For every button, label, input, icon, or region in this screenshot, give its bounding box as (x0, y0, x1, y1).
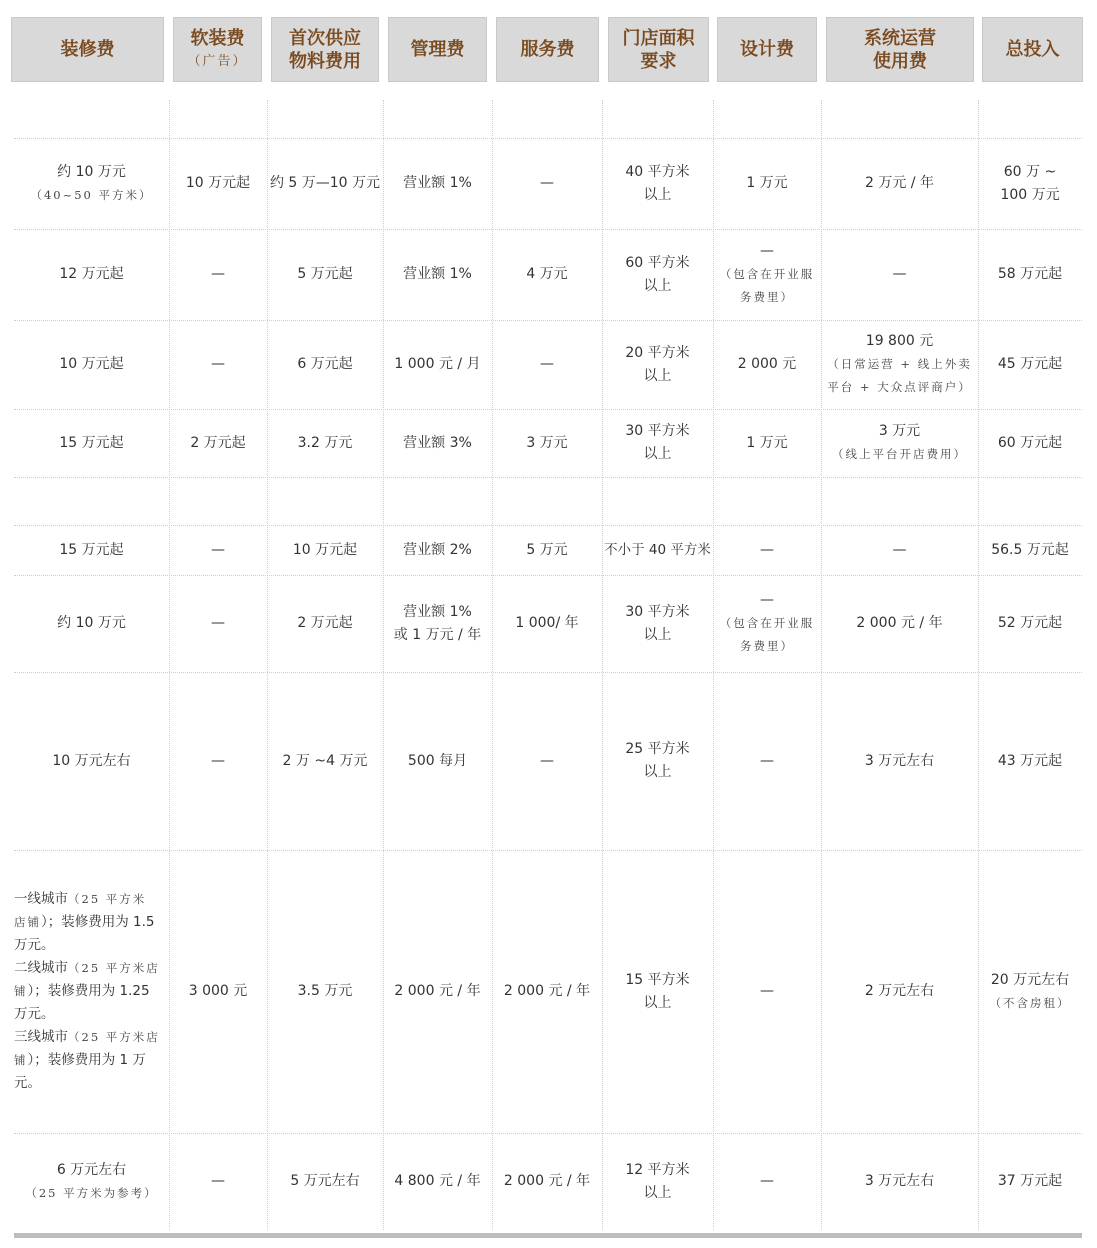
cell-management (383, 138, 492, 229)
cell-value: 约 10 万元 (57, 615, 126, 631)
cell-note: （25 平方米店 (68, 1030, 160, 1044)
cell-value: 2 万 ~4 万元 (282, 752, 368, 769)
cell-note: （25 平方米店 (68, 961, 160, 975)
cell-decoration (14, 672, 169, 850)
cell-soft-decoration (169, 850, 267, 1133)
cell-note: （线上平台开店费用） (832, 447, 967, 461)
cell-value: 营业额 1% (403, 603, 472, 620)
cell-value: 52 万元起 (997, 615, 1063, 631)
header-label-line2: 使用费 (873, 50, 927, 72)
cell-system (821, 320, 978, 409)
cell-value: 2 万元起 (190, 434, 246, 451)
cell-value: 1 万元 (746, 175, 788, 191)
cell-value: 3 万元左右 (864, 752, 935, 769)
cell-note: 铺 (14, 984, 28, 998)
cell-value: 2 000 元 / 年 (394, 983, 481, 999)
cell-value: 3 万元左右 (864, 1173, 935, 1189)
cell-design (713, 320, 821, 409)
cell-text: 元。 (14, 1075, 41, 1091)
cell-value: 19 800 元 (865, 333, 934, 349)
cell-value: 3 000 元 (188, 983, 248, 999)
header-label: 总投入 (1005, 39, 1060, 60)
cell-area (602, 320, 713, 409)
cell-note: 店铺 (14, 915, 41, 929)
cell-value-line2: 或 1 万元 / 年 (393, 626, 482, 643)
cell-value: 20 万元左右 (990, 971, 1070, 988)
cell-note: （包含在开业服 (719, 616, 815, 630)
cell-value-line2: 以上 (643, 277, 672, 294)
cell-system (821, 575, 978, 672)
cell-value: 5 万元起 (297, 266, 353, 282)
cell-value: 约 10 万元 (57, 163, 126, 180)
cell-supply (267, 409, 383, 477)
cell-supply (267, 525, 383, 575)
cell-decoration (14, 850, 166, 1133)
cell-value: 2 000 元 (737, 356, 797, 372)
cell-service (492, 229, 602, 320)
cell-service (492, 320, 602, 409)
cell-note: 平台 + 大众点评商户） (827, 380, 972, 394)
cell-value-line2: 以上 (643, 1184, 672, 1201)
cell-value: 60 万元起 (997, 434, 1063, 451)
cell-decoration (14, 409, 169, 477)
cell-value: — (760, 541, 774, 558)
cell-value: 10 万元起 (292, 541, 358, 558)
cell-design (713, 138, 821, 229)
cell-value: 30 平方米 (625, 423, 690, 439)
cell-value: 10 万元起 (59, 356, 124, 372)
cell-value: 2 000 元 / 年 (856, 615, 943, 631)
cell-decoration (14, 320, 169, 409)
cell-value: 4 万元 (526, 266, 568, 282)
cell-decoration (14, 229, 169, 320)
cell-management (383, 1133, 492, 1230)
cell-management (383, 672, 492, 850)
table-bottom-bar (14, 1233, 1082, 1238)
cell-value: 营业额 2% (403, 541, 472, 558)
cell-total (978, 229, 1082, 320)
cell-soft-decoration (169, 672, 267, 850)
header-label-line2: 要求 (640, 50, 677, 72)
cell-value: 6 万元左右 (56, 1161, 127, 1178)
cell-value-line2: 以上 (643, 186, 672, 203)
header-label: 装修费 (60, 39, 115, 60)
cell-value-line2: 100 万元 (1000, 186, 1060, 203)
cell-text: 万元。 (14, 1006, 55, 1022)
cell-soft-decoration (169, 575, 267, 672)
header-design-fee (717, 17, 817, 82)
cell-value: 20 平方米 (625, 344, 690, 361)
cell-value: 43 万元起 (997, 752, 1063, 769)
cell-text: 二线城市 (14, 960, 68, 976)
cell-value: 2 万元起 (297, 615, 353, 631)
cell-service (492, 1133, 602, 1230)
cell-text: 三线城市 (14, 1029, 68, 1045)
cell-supply (267, 575, 383, 672)
cell-note: 铺 (14, 1053, 28, 1067)
cell-value: 60 平方米 (625, 254, 690, 271)
cell-value: 4 800 元 / 年 (394, 1173, 481, 1189)
cell-area (602, 229, 713, 320)
cell-total (978, 850, 1082, 1133)
cell-value: 500 每月 (407, 752, 468, 769)
cell-design (713, 672, 821, 850)
tier3-decoration-note (14, 1026, 160, 1095)
cell-value: 30 平方米 (625, 603, 690, 620)
cell-value: — (760, 752, 774, 769)
cell-total (978, 525, 1082, 575)
cell-design (713, 850, 821, 1133)
cell-value: 1 000/ 年 (515, 615, 579, 631)
cell-value: — (211, 615, 225, 631)
cell-value: 10 万元左右 (52, 752, 131, 769)
cell-value: 40 平方米 (625, 163, 690, 180)
cell-system (821, 138, 978, 229)
cell-value: — (211, 1173, 225, 1189)
cell-area (602, 575, 713, 672)
cell-management (383, 409, 492, 477)
cell-supply (267, 229, 383, 320)
cell-supply (267, 1133, 383, 1230)
header-label: 设计费 (740, 39, 794, 60)
cell-total (978, 409, 1082, 477)
cell-note: （40~50 平方米） (30, 187, 153, 202)
cell-value: — (760, 592, 774, 608)
header-store-area (608, 17, 709, 82)
cell-decoration (14, 525, 169, 575)
cell-management (383, 320, 492, 409)
cell-text: ）；装修费用为 1 万 (27, 1052, 146, 1068)
cell-value: 12 平方米 (625, 1161, 690, 1178)
cell-value: — (540, 356, 554, 372)
header-sublabel: （广告） (187, 53, 248, 69)
cell-value: 营业额 1% (403, 175, 472, 191)
cell-value: — (211, 752, 225, 769)
cell-value: 6 万元起 (297, 356, 353, 372)
cell-decoration (14, 575, 169, 672)
header-label: 服务费 (520, 39, 575, 60)
cell-value: 2 万元 / 年 (865, 175, 934, 191)
cell-note: （不含房租） (989, 995, 1071, 1010)
cell-management (383, 575, 492, 672)
tier1-decoration-note (14, 888, 155, 957)
cell-value: 3.2 万元 (297, 434, 353, 451)
cell-value: 56.5 万元起 (991, 541, 1069, 558)
cell-management (383, 850, 492, 1133)
cell-note: 务费里） (740, 639, 794, 653)
cell-soft-decoration (169, 525, 267, 575)
cell-system (821, 525, 978, 575)
cell-design (713, 1133, 821, 1230)
cell-value: 2 万元左右 (864, 983, 935, 999)
cell-soft-decoration (169, 138, 267, 229)
cell-note: （包含在开业服 (719, 267, 815, 281)
cell-value: 1 000 元 / 月 (394, 356, 481, 372)
cell-value: 约 5 万—10 万元 (269, 175, 381, 191)
cell-soft-decoration (169, 229, 267, 320)
cell-area (602, 1133, 713, 1230)
header-label: 门店面积 (622, 27, 695, 49)
cell-service (492, 138, 602, 229)
cell-value: — (211, 541, 225, 558)
cell-value: 12 万元起 (59, 266, 124, 282)
cell-soft-decoration (169, 1133, 267, 1230)
cell-soft-decoration (169, 320, 267, 409)
cell-value: — (760, 983, 774, 999)
cell-value: 15 万元起 (59, 434, 124, 451)
cell-value: 营业额 3% (403, 434, 472, 451)
cell-system (821, 1133, 978, 1230)
cell-text: ）；装修费用为 1.25 (27, 983, 150, 999)
cell-value: — (540, 752, 554, 769)
cell-value: 3 万元 (878, 423, 921, 439)
cell-value: 25 平方米 (625, 741, 690, 757)
cell-service (492, 672, 602, 850)
cell-value: — (211, 356, 225, 372)
header-soft-decoration-fee (173, 17, 262, 82)
cell-total (978, 575, 1082, 672)
cell-system (821, 229, 978, 320)
cell-value-line2: 以上 (643, 367, 672, 384)
cell-area (602, 525, 713, 575)
cell-value-line2: 以上 (643, 994, 672, 1011)
cell-note: 务费里） (740, 290, 794, 304)
cell-value: 5 万元 (526, 541, 568, 558)
cell-system (821, 850, 978, 1133)
cell-value: 15 万元起 (59, 541, 124, 558)
cell-text: 万元。 (14, 937, 55, 953)
cell-service (492, 575, 602, 672)
cell-value-line2: 以上 (643, 446, 672, 462)
cell-system (821, 409, 978, 477)
cell-value: 1 万元 (746, 434, 788, 451)
cell-value: 60 万 ~ (1003, 163, 1057, 180)
cell-design (713, 409, 821, 477)
cell-value: — (760, 1173, 774, 1189)
cell-supply (267, 138, 383, 229)
cell-management (383, 525, 492, 575)
cell-value: 15 平方米 (625, 971, 690, 988)
cell-text: 一线城市 (14, 891, 68, 907)
cell-value: 2 000 元 / 年 (503, 983, 591, 999)
cell-area (602, 850, 713, 1133)
cell-total (978, 672, 1082, 850)
header-initial-supply-fee (271, 17, 379, 82)
cell-note: （25 平方米为参考） (25, 1185, 158, 1200)
cell-value: — (540, 175, 554, 191)
cell-text: ）；装修费用为 1.5 (41, 914, 155, 930)
cell-area (602, 672, 713, 850)
cell-design (713, 525, 821, 575)
cell-service (492, 525, 602, 575)
cell-value: — (892, 541, 907, 558)
cell-value-line2: 以上 (643, 764, 672, 780)
cell-value: 45 万元起 (997, 356, 1063, 372)
cell-note: （25 平方米 (68, 892, 147, 906)
cell-soft-decoration (169, 409, 267, 477)
header-total-investment (982, 17, 1083, 82)
cell-area (602, 409, 713, 477)
cell-note: （日常运营 + 线上外卖 (827, 357, 972, 371)
cell-service (492, 850, 602, 1133)
cell-value: 58 万元起 (997, 266, 1063, 282)
cell-total (978, 320, 1082, 409)
cell-supply (267, 850, 383, 1133)
tier2-decoration-note (14, 957, 160, 1026)
cell-area (602, 138, 713, 229)
cell-value: 10 万元起 (185, 175, 251, 191)
cell-value-line2: 以上 (643, 626, 672, 643)
header-decoration-fee (11, 17, 164, 82)
header-label-line2: 物料费用 (289, 50, 361, 72)
cell-decoration (14, 1133, 169, 1230)
cell-value: 3.5 万元 (297, 983, 353, 999)
cell-value: — (892, 266, 907, 282)
cell-design (713, 229, 821, 320)
cell-total (978, 1133, 1082, 1230)
cell-decoration (14, 138, 169, 229)
header-management-fee (388, 17, 487, 82)
cell-management (383, 229, 492, 320)
cell-value: — (760, 243, 774, 259)
cell-value: 不小于 40 平方米 (604, 541, 711, 558)
cell-value: 5 万元左右 (290, 1173, 360, 1189)
header-label: 软装费 (190, 27, 245, 49)
cell-supply (267, 320, 383, 409)
cell-supply (267, 672, 383, 850)
cell-design (713, 575, 821, 672)
cell-value: 3 万元 (526, 434, 568, 451)
cell-value: 37 万元起 (997, 1173, 1063, 1189)
row-divider (14, 477, 1082, 478)
cell-system (821, 672, 978, 850)
cell-value: — (211, 266, 225, 282)
header-system-fee (826, 17, 974, 82)
cell-value: 营业额 1% (403, 266, 472, 282)
cell-value: 2 000 元 / 年 (503, 1173, 591, 1189)
cell-total (978, 138, 1082, 229)
header-service-fee (496, 17, 599, 82)
header-label: 系统运营 (864, 27, 936, 49)
header-label: 管理费 (410, 39, 465, 60)
header-label: 首次供应 (289, 27, 361, 49)
cell-service (492, 409, 602, 477)
